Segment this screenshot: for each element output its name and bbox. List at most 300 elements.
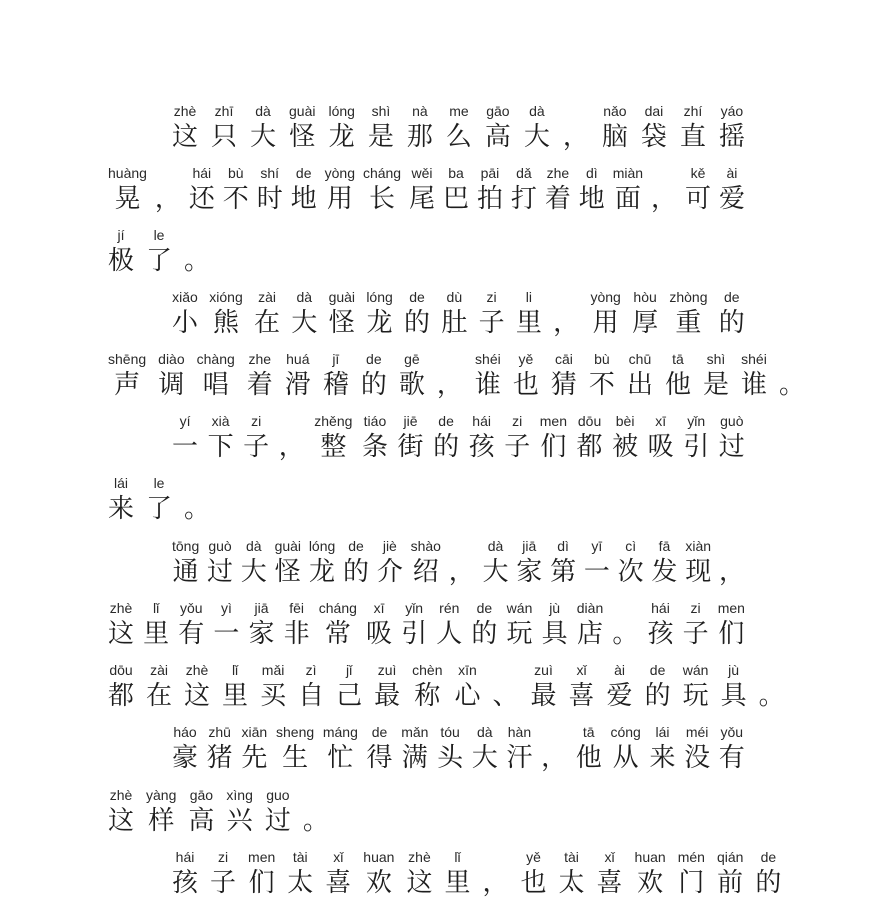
pinyin: shí xyxy=(260,165,280,181)
ruby-char xyxy=(329,288,355,340)
pinyin: zhí xyxy=(683,103,703,119)
hanzi: 的 xyxy=(755,868,782,898)
ruby-char xyxy=(211,102,237,154)
pinyin: guài xyxy=(328,289,356,305)
text-line xyxy=(172,848,782,900)
ruby-char xyxy=(289,102,315,154)
pinyin: zhè xyxy=(173,103,197,119)
hanzi: 介 xyxy=(376,557,403,587)
pinyin: yī xyxy=(591,538,603,554)
text-line xyxy=(108,661,785,713)
pinyin: yàng xyxy=(146,787,177,803)
punctuation-char xyxy=(493,661,519,713)
text-line xyxy=(172,102,745,154)
hanzi: 爱 xyxy=(606,681,633,711)
pinyin: chū xyxy=(628,351,652,367)
punctuation-char xyxy=(541,723,567,775)
hanzi: 龙 xyxy=(309,557,336,587)
ruby-char xyxy=(172,288,198,340)
pinyin: dà xyxy=(476,724,493,740)
hanzi: 猪 xyxy=(206,743,233,773)
pinyin: zhòng xyxy=(669,289,708,305)
pinyin: men xyxy=(539,413,567,429)
ruby-char xyxy=(260,661,286,713)
ruby-char xyxy=(323,350,349,402)
ruby-char xyxy=(108,474,134,526)
hanzi: 次 xyxy=(617,557,644,587)
pinyin: lóng xyxy=(308,538,336,554)
ruby-char xyxy=(648,412,674,464)
ruby-char xyxy=(336,661,362,713)
pinyin: xǐ xyxy=(333,849,344,865)
hanzi: 。 xyxy=(612,619,639,649)
hanzi: 。 xyxy=(184,494,211,524)
ruby-char xyxy=(647,599,673,651)
ruby-char xyxy=(684,723,710,775)
ruby-char xyxy=(409,164,435,216)
pinyin: zhū xyxy=(208,724,231,740)
pinyin: zhè xyxy=(109,787,133,803)
hanzi: 直 xyxy=(679,122,706,152)
pinyin: hái xyxy=(472,413,491,429)
hanzi: 着 xyxy=(246,370,273,400)
ruby-char xyxy=(366,288,392,340)
hanzi: 第 xyxy=(550,557,577,587)
hanzi: 自 xyxy=(298,681,325,711)
pinyin: yě xyxy=(518,351,534,367)
ruby-char xyxy=(172,848,198,900)
ruby-char xyxy=(479,288,505,340)
pinyin: xióng xyxy=(209,289,243,305)
ruby-char xyxy=(550,537,576,589)
hanzi: 肚 xyxy=(441,308,468,338)
ruby-char xyxy=(433,412,459,464)
pinyin: guò xyxy=(720,413,744,429)
hanzi: 店 xyxy=(576,619,603,649)
pinyin: le xyxy=(153,227,165,243)
pinyin: zhè xyxy=(408,849,431,865)
pinyin: men xyxy=(717,600,745,616)
pinyin: de xyxy=(476,600,493,616)
ruby-char xyxy=(719,723,745,775)
pinyin: de xyxy=(438,413,454,429)
hanzi: ， xyxy=(553,308,580,338)
pinyin: dǎ xyxy=(516,165,532,181)
pinyin: yí xyxy=(179,413,191,429)
hanzi: 了 xyxy=(146,494,173,524)
ruby-char xyxy=(443,164,469,216)
pinyin: zhè xyxy=(109,600,133,616)
ruby-char xyxy=(511,164,537,216)
ruby-char xyxy=(184,661,210,713)
ruby-char xyxy=(602,102,628,154)
ruby-char xyxy=(287,848,313,900)
hanzi: ， xyxy=(482,868,509,898)
ruby-char xyxy=(291,164,317,216)
hanzi: 打 xyxy=(510,184,537,214)
hanzi: 引 xyxy=(683,432,710,462)
hanzi: 的 xyxy=(644,681,671,711)
pinyin: huan xyxy=(363,849,395,865)
ruby-char xyxy=(197,350,235,402)
pinyin: bù xyxy=(228,165,244,181)
hanzi: 怪 xyxy=(328,308,355,338)
ruby-char xyxy=(524,102,550,154)
pinyin: zài xyxy=(150,662,168,678)
ruby-char xyxy=(513,350,539,402)
ruby-char xyxy=(172,412,198,464)
ruby-char xyxy=(367,723,393,775)
pinyin: jù xyxy=(728,662,740,678)
punctuation-char xyxy=(303,786,329,838)
ruby-char xyxy=(454,661,480,713)
ruby-char xyxy=(559,848,585,900)
hanzi: 里 xyxy=(222,681,249,711)
hanzi: 有 xyxy=(178,619,205,649)
pinyin: xìng xyxy=(226,787,253,803)
hanzi: 来 xyxy=(649,743,676,773)
punctuation-char xyxy=(779,350,805,402)
text-line xyxy=(172,537,745,589)
ruby-char xyxy=(719,412,745,464)
pinyin: lǐ xyxy=(231,662,239,678)
pinyin: yě xyxy=(526,849,541,865)
hanzi: 地 xyxy=(290,184,317,214)
punctuation-char xyxy=(553,288,579,340)
ruby-char xyxy=(241,723,267,775)
hanzi: 稽 xyxy=(322,370,349,400)
pinyin: zài xyxy=(258,289,276,305)
pinyin: de xyxy=(295,165,312,181)
ruby-char xyxy=(718,599,745,651)
hanzi: 里 xyxy=(515,308,542,338)
ruby-char xyxy=(717,848,743,900)
ruby-char xyxy=(241,537,267,589)
punctuation-char xyxy=(437,350,463,402)
hanzi: 歌 xyxy=(398,370,425,400)
ruby-char xyxy=(590,288,620,340)
hanzi: 拍 xyxy=(476,184,503,214)
ruby-char xyxy=(248,848,275,900)
hanzi: ， xyxy=(278,432,305,462)
punctuation-char xyxy=(612,599,638,651)
hanzi: ， xyxy=(562,122,589,152)
ruby-char xyxy=(412,661,442,713)
ruby-char xyxy=(576,723,602,775)
ruby-char xyxy=(516,288,542,340)
hanzi: 的 xyxy=(433,432,460,462)
pinyin: jī xyxy=(332,351,340,367)
ruby-char xyxy=(243,412,269,464)
pinyin: zi xyxy=(690,600,701,616)
hanzi: 忙 xyxy=(327,743,354,773)
ruby-char xyxy=(477,164,503,216)
ruby-char xyxy=(146,226,172,278)
hanzi: 街 xyxy=(397,432,424,462)
pinyin: jiā xyxy=(522,538,537,554)
hanzi: 吸 xyxy=(366,619,393,649)
hanzi: 吸 xyxy=(647,432,674,462)
hanzi: 大 xyxy=(482,557,509,587)
punctuation-char xyxy=(759,661,785,713)
hanzi: 也 xyxy=(520,868,547,898)
ruby-char xyxy=(485,102,511,154)
hanzi: 用 xyxy=(326,184,353,214)
ruby-char xyxy=(254,288,280,340)
ruby-char xyxy=(651,537,677,589)
pinyin: zi xyxy=(486,289,497,305)
hanzi: 了 xyxy=(146,246,173,276)
ruby-char xyxy=(446,102,472,154)
hanzi: 袋 xyxy=(640,122,667,152)
ruby-char xyxy=(328,102,354,154)
pinyin: de xyxy=(371,724,388,740)
pinyin: de xyxy=(724,289,740,305)
ruby-char xyxy=(741,350,767,402)
ruby-char xyxy=(506,723,532,775)
ruby-char xyxy=(437,723,463,775)
pinyin: xià xyxy=(211,413,230,429)
pinyin: jù xyxy=(549,600,561,616)
ruby-char xyxy=(285,350,311,402)
pinyin: tài xyxy=(564,849,579,865)
ruby-char xyxy=(325,848,351,900)
hanzi: 大 xyxy=(250,122,277,152)
ruby-char xyxy=(436,599,462,651)
pinyin: méi xyxy=(685,724,709,740)
hanzi: 都 xyxy=(108,681,135,711)
ruby-char xyxy=(635,848,666,900)
hanzi: 先 xyxy=(241,743,268,773)
pinyin: dà xyxy=(487,538,504,554)
ruby-char xyxy=(158,350,184,402)
pinyin: wěi xyxy=(411,165,433,181)
hanzi: 喜 xyxy=(325,868,352,898)
hanzi: 下 xyxy=(207,432,234,462)
hanzi: 绍 xyxy=(412,557,439,587)
pinyin: tōng xyxy=(172,538,200,554)
pinyin: tā xyxy=(672,351,684,367)
ruby-char xyxy=(669,288,707,340)
pinyin: zhěng xyxy=(314,413,353,429)
pinyin: háo xyxy=(173,724,197,740)
hanzi: 谁 xyxy=(740,370,767,400)
pinyin: yǒu xyxy=(179,600,203,616)
pinyin: lái xyxy=(114,475,129,491)
pinyin: zhe xyxy=(248,351,272,367)
hanzi: 最 xyxy=(530,681,557,711)
hanzi: 过 xyxy=(264,806,291,836)
pinyin: sheng xyxy=(276,724,315,740)
pinyin: yǐn xyxy=(687,413,706,429)
ruby-char xyxy=(223,164,249,216)
ruby-char xyxy=(188,786,214,838)
ruby-char xyxy=(146,661,172,713)
hanzi: 龙 xyxy=(328,122,355,152)
ruby-char xyxy=(542,599,568,651)
hanzi: ， xyxy=(436,370,463,400)
ruby-char xyxy=(545,164,571,216)
pinyin: zhī xyxy=(214,103,234,119)
pinyin: jǐ xyxy=(345,662,353,678)
pinyin: dōu xyxy=(109,662,133,678)
ruby-char xyxy=(222,661,248,713)
pinyin: li xyxy=(525,289,533,305)
ruby-char xyxy=(108,786,134,838)
pinyin: yì xyxy=(220,600,232,616)
hanzi: 太 xyxy=(558,868,585,898)
hanzi: 在 xyxy=(146,681,173,711)
hanzi: 家 xyxy=(516,557,543,587)
hanzi: 一 xyxy=(213,619,240,649)
pinyin: xǐ xyxy=(604,849,615,865)
hanzi: 大 xyxy=(471,743,498,773)
ruby-char xyxy=(143,599,169,651)
hanzi: 这 xyxy=(108,806,135,836)
hanzi: 厚 xyxy=(632,308,659,338)
hanzi: 孩 xyxy=(647,619,674,649)
hanzi: ， xyxy=(651,184,678,214)
punctuation-char xyxy=(184,474,210,526)
pinyin: shào xyxy=(410,538,441,554)
hanzi: 买 xyxy=(260,681,287,711)
hanzi: 常 xyxy=(324,619,351,649)
ruby-char xyxy=(683,661,709,713)
pinyin: guo xyxy=(266,787,290,803)
hanzi: 怪 xyxy=(274,557,301,587)
hanzi: 的 xyxy=(360,370,387,400)
pinyin: guài xyxy=(289,103,316,119)
hanzi: 滑 xyxy=(284,370,311,400)
ruby-char xyxy=(146,786,176,838)
punctuation-char xyxy=(482,848,508,900)
pinyin: huan xyxy=(634,849,666,865)
hanzi: 得 xyxy=(366,743,393,773)
hanzi: 高 xyxy=(484,122,511,152)
hanzi: 的 xyxy=(718,308,745,338)
pinyin: shéi xyxy=(741,351,767,367)
hanzi: 。 xyxy=(779,370,806,400)
punctuation-char xyxy=(279,412,305,464)
text-line xyxy=(108,350,806,402)
hanzi: 爱 xyxy=(718,184,745,214)
pinyin: shéi xyxy=(475,351,501,367)
hanzi: ， xyxy=(541,743,568,773)
pinyin: jiē xyxy=(403,413,418,429)
hanzi: 没 xyxy=(684,743,711,773)
pinyin: xiàn xyxy=(685,538,712,554)
text-line xyxy=(172,412,745,464)
ruby-char xyxy=(401,599,427,651)
pinyin: mǎi xyxy=(261,662,285,678)
ruby-char xyxy=(469,412,495,464)
hanzi: 高 xyxy=(188,806,215,836)
ruby-char xyxy=(441,288,467,340)
ruby-char xyxy=(551,350,577,402)
hanzi: 大 xyxy=(240,557,267,587)
ruby-char xyxy=(249,599,275,651)
hanzi: 家 xyxy=(248,619,275,649)
pinyin: cóng xyxy=(610,724,641,740)
hanzi: 子 xyxy=(210,868,237,898)
hanzi: 兴 xyxy=(226,806,253,836)
pinyin: gāo xyxy=(486,103,510,119)
pinyin: ba xyxy=(448,165,464,181)
ruby-char xyxy=(361,350,387,402)
pinyin: de xyxy=(409,289,425,305)
ruby-char xyxy=(172,723,198,775)
pinyin: huá xyxy=(286,351,310,367)
hanzi: 豪 xyxy=(172,743,199,773)
pinyin: zhe xyxy=(546,165,570,181)
ruby-char xyxy=(721,661,747,713)
hanzi: 现 xyxy=(685,557,712,587)
pinyin: hái xyxy=(175,849,195,865)
pinyin: qián xyxy=(716,849,744,865)
ruby-char xyxy=(250,102,276,154)
ruby-char xyxy=(472,723,498,775)
hanzi: 面 xyxy=(614,184,641,214)
hanzi: 过 xyxy=(718,432,745,462)
ruby-char xyxy=(362,412,388,464)
pinyin: lóng xyxy=(328,103,355,119)
hanzi: 称 xyxy=(414,681,441,711)
pinyin: kě xyxy=(690,165,706,181)
ruby-char xyxy=(377,537,403,589)
hanzi: 子 xyxy=(243,432,270,462)
hanzi: 最 xyxy=(374,681,401,711)
hanzi: 来 xyxy=(108,494,135,524)
ruby-char xyxy=(189,164,215,216)
hanzi: 时 xyxy=(256,184,283,214)
hanzi: 满 xyxy=(401,743,428,773)
hanzi: 太 xyxy=(287,868,314,898)
hanzi: ， xyxy=(718,557,745,587)
hanzi: 前 xyxy=(717,868,744,898)
ruby-char xyxy=(226,786,252,838)
pinyin: tóu xyxy=(440,724,460,740)
hanzi: 具 xyxy=(541,619,568,649)
pinyin: dà xyxy=(529,103,545,119)
hanzi: 可 xyxy=(685,184,712,214)
pinyin: lái xyxy=(655,724,670,740)
ruby-char xyxy=(665,350,691,402)
hanzi: 孩 xyxy=(172,868,199,898)
pinyin: tā xyxy=(582,724,595,740)
hanzi: 心 xyxy=(454,681,481,711)
punctuation-char xyxy=(155,164,181,216)
ruby-char xyxy=(584,537,610,589)
pinyin: dà xyxy=(246,538,262,554)
hanzi: 喜 xyxy=(596,868,623,898)
hanzi: 猜 xyxy=(550,370,577,400)
pinyin: chèn xyxy=(412,662,443,678)
ruby-char xyxy=(579,164,605,216)
hanzi: 孩 xyxy=(468,432,495,462)
ruby-char xyxy=(411,537,441,589)
pinyin: guài xyxy=(274,538,302,554)
pinyin: dù xyxy=(446,289,463,305)
hanzi: 巴 xyxy=(442,184,469,214)
pinyin: lǐ xyxy=(454,849,461,865)
ruby-char xyxy=(618,537,644,589)
pinyin: de xyxy=(760,849,777,865)
hanzi: 。 xyxy=(184,246,211,276)
pinyin: zi xyxy=(512,413,523,429)
pinyin: tiáo xyxy=(363,413,387,429)
text-line xyxy=(108,474,745,526)
pinyin: xiān xyxy=(241,724,268,740)
